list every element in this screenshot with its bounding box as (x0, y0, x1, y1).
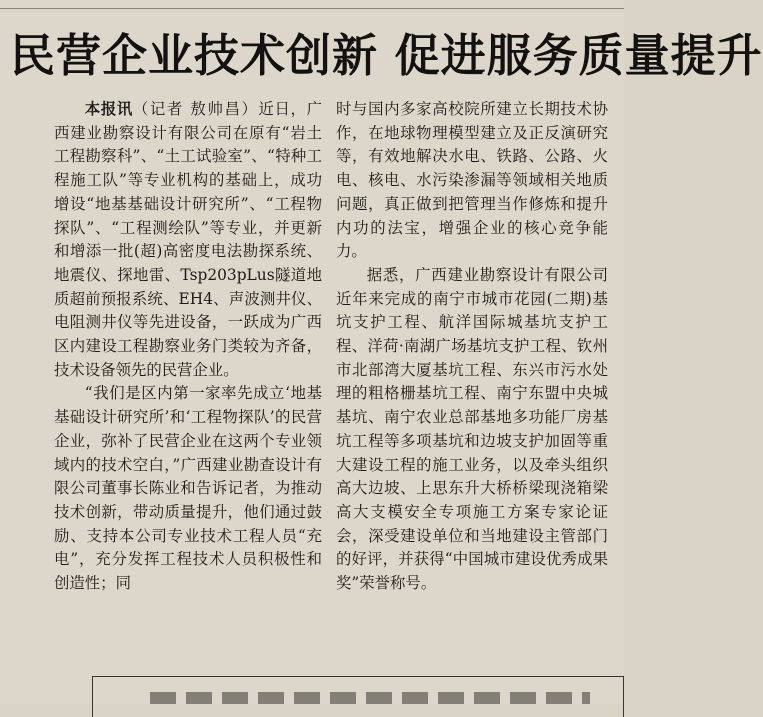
article-paragraph-continuation: 时与国内多家高校院所建立长期技术协作，在地球物理模型建立及正反演研究等，有效地解决水电、铁路、公路、火电、核电、水污染渗漏等领域相关地质问题，真正做到把管理当作修炼和提升内功的法宝，增强企业的核心竞争能力。 (336, 100, 608, 261)
article-column-right (336, 98, 608, 658)
article-paragraph-2: “我们是区内第一家率先成立‘地基基础设计研究所’和‘工程物探队’的民营企业，弥补了民营企业在这两个专业领域内的技术空白，”广西建业勘查设计有限公司董事长陈业和告诉记者，为推动技术创新，带动质量提升，他们通过鼓励、支持本公司专业技术工程人员“充电”，充分发挥工程技术人员积极性和创造性；同 (54, 384, 322, 593)
article-paragraph-3: 据悉，广西建业勘察设计有限公司近年来完成的南宁市城市花园(二期)基坑支护工程、航洋国际城基坑支护工程、洋荷·南湖广场基坑支护工程、钦州市北部湾大厦基坑工程、东兴市污水处理的粗格栅基坑工程、南宁东盟中央城基坑、南宁农业总部基地多功能厂房基坑工程等多项基坑和边坡支护加固等重大建设工程的施工业务，以及牵头组织高大边坡、上思东升大桥桥梁现浇箱梁高大支模安全专项施工方案专家论证会，深受建设单位和当地建设主管部门的好评，并获得“中国城市建设优秀成果奖”荣誉称号。 (336, 265, 608, 593)
headline: 民营企业技术创新 促进服务质量提升 (10, 29, 763, 82)
article-column-left (54, 98, 322, 654)
reporter-credit: （记者 敖帅昌） (132, 100, 259, 118)
article-paragraph-1 (54, 98, 322, 382)
top-rule (0, 0, 624, 9)
byline: 本报讯 (84, 100, 133, 118)
paragraph-text: 近日，广西建业勘察设计有限公司在原有“岩土工程勘察科”、“土工试验室”、“特种工程施工队”等专业机构的基础上，成功增设“地基基础设计研究所”、“工程物探队”、“工程测绘队”等专业，并更新和增添一批(超)高密度电法勘探系统、地震仪、探地雷、Tsp203pLus隧道地质超前预报系统、EH4、声波测井仪、电阻测井仪等先进设备，一跃成为广西区内建设工程勘察业务门类较为齐备，技术设备领先的民营企业。 (54, 100, 322, 379)
next-article-headline-cut (150, 692, 590, 704)
